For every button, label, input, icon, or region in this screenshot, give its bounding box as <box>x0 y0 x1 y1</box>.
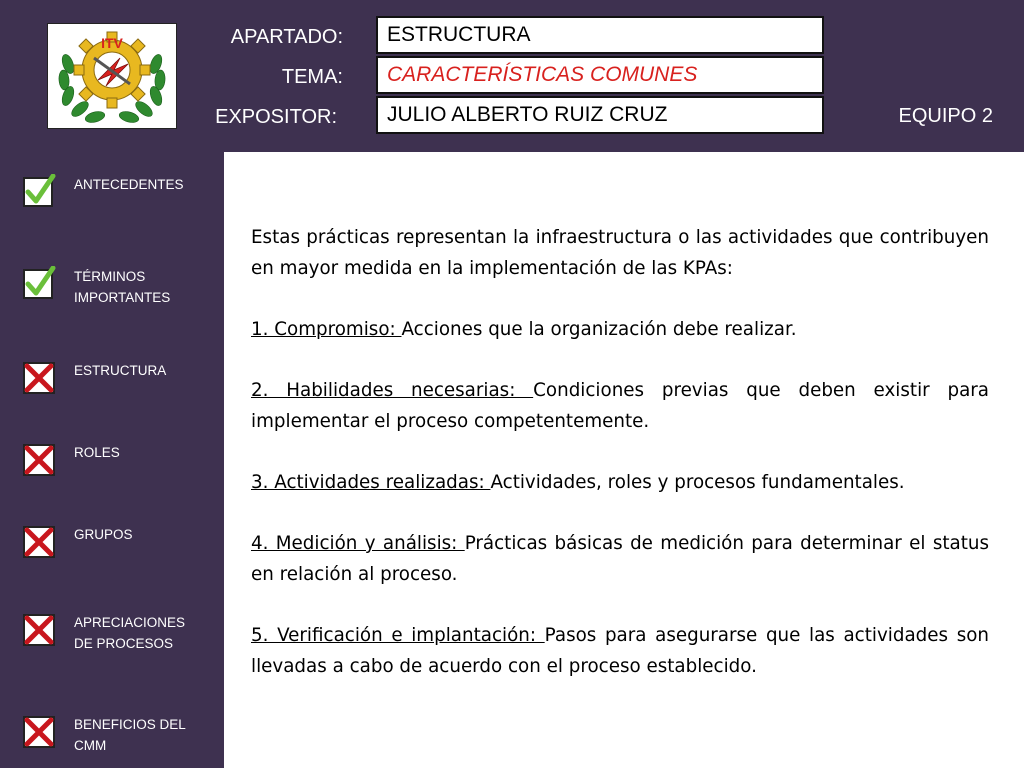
point-title: 5. Verificación e implantación: <box>251 625 545 646</box>
point-medicion <box>251 528 989 590</box>
point-text: Actividades, roles y procesos fundamentales. <box>490 472 905 493</box>
sidebar-item-label: GRUPOS <box>74 527 133 542</box>
sidebar-item-beneficios-del-cmm[interactable] <box>22 714 204 756</box>
tema-label: TEMA: <box>281 66 343 88</box>
sidebar-nav <box>0 152 224 768</box>
sidebar-item-antecedentes[interactable] <box>22 174 204 208</box>
svg-text:ITV: ITV <box>101 35 123 51</box>
sidebar-item-label: ROLES <box>74 445 120 460</box>
cross-icon <box>22 360 56 394</box>
apartado-value: ESTRUCTURA <box>376 16 824 54</box>
point-title: 2. Habilidades necesarias: <box>251 380 534 401</box>
slide-body <box>251 222 989 712</box>
point-verificacion <box>251 620 989 682</box>
sidebar-item-label: BENEFICIOS DEL CMM <box>74 717 186 753</box>
sidebar-item-apreciaciones-de-procesos[interactable] <box>22 612 204 654</box>
point-title: 4. Medición y análisis: <box>251 533 465 554</box>
point-text: Prácticas básicas de medición para determinar el status en relación al proceso. <box>251 533 989 585</box>
main-content <box>224 152 1024 768</box>
sidebar-item-grupos[interactable] <box>22 524 204 558</box>
point-compromiso <box>251 314 989 345</box>
point-title: 1. Compromiso: <box>251 319 402 340</box>
point-habilidades <box>251 375 989 437</box>
sidebar-item-label: ANTECEDENTES <box>74 177 184 192</box>
header-bar <box>0 0 1024 152</box>
cross-icon <box>22 714 56 748</box>
sidebar-item-label: TÉRMINOS IMPORTANTES <box>74 269 171 305</box>
sidebar-item-label: APRECIACIONES DE PROCESOS <box>74 615 186 651</box>
cross-icon <box>22 612 56 646</box>
point-actividades <box>251 467 989 498</box>
check-icon <box>22 266 56 300</box>
point-text: Condiciones previas que deben existir para implementar el proceso competentemente. <box>251 380 989 432</box>
point-text: Acciones que la organización debe realizar. <box>401 319 797 340</box>
point-title: 3. Actividades realizadas: <box>251 472 491 493</box>
sidebar-item-estructura[interactable] <box>22 360 204 394</box>
intro-paragraph: Estas prácticas representan la infraestructura o las actividades que contribuyen en mayor medida en la implementación de las KPAs: <box>251 227 989 279</box>
point-text: Pasos para asegurarse que las actividades son llevadas a cabo de acuerdo con el proceso establecido. <box>251 625 990 677</box>
apartado-label: APARTADO: <box>230 26 343 48</box>
check-icon <box>22 174 56 208</box>
sidebar-item-terminos-importantes[interactable] <box>22 266 204 308</box>
cross-icon <box>22 524 56 558</box>
expositor-value: JULIO ALBERTO RUIZ CRUZ <box>376 96 824 134</box>
cross-icon <box>22 442 56 476</box>
expositor-label: EXPOSITOR: <box>215 106 337 128</box>
tema-value: CARACTERÍSTICAS COMUNES <box>376 56 824 94</box>
sidebar-item-roles[interactable] <box>22 442 204 476</box>
sidebar-item-label: ESTRUCTURA <box>74 363 167 378</box>
team-label: EQUIPO 2 <box>898 105 993 127</box>
